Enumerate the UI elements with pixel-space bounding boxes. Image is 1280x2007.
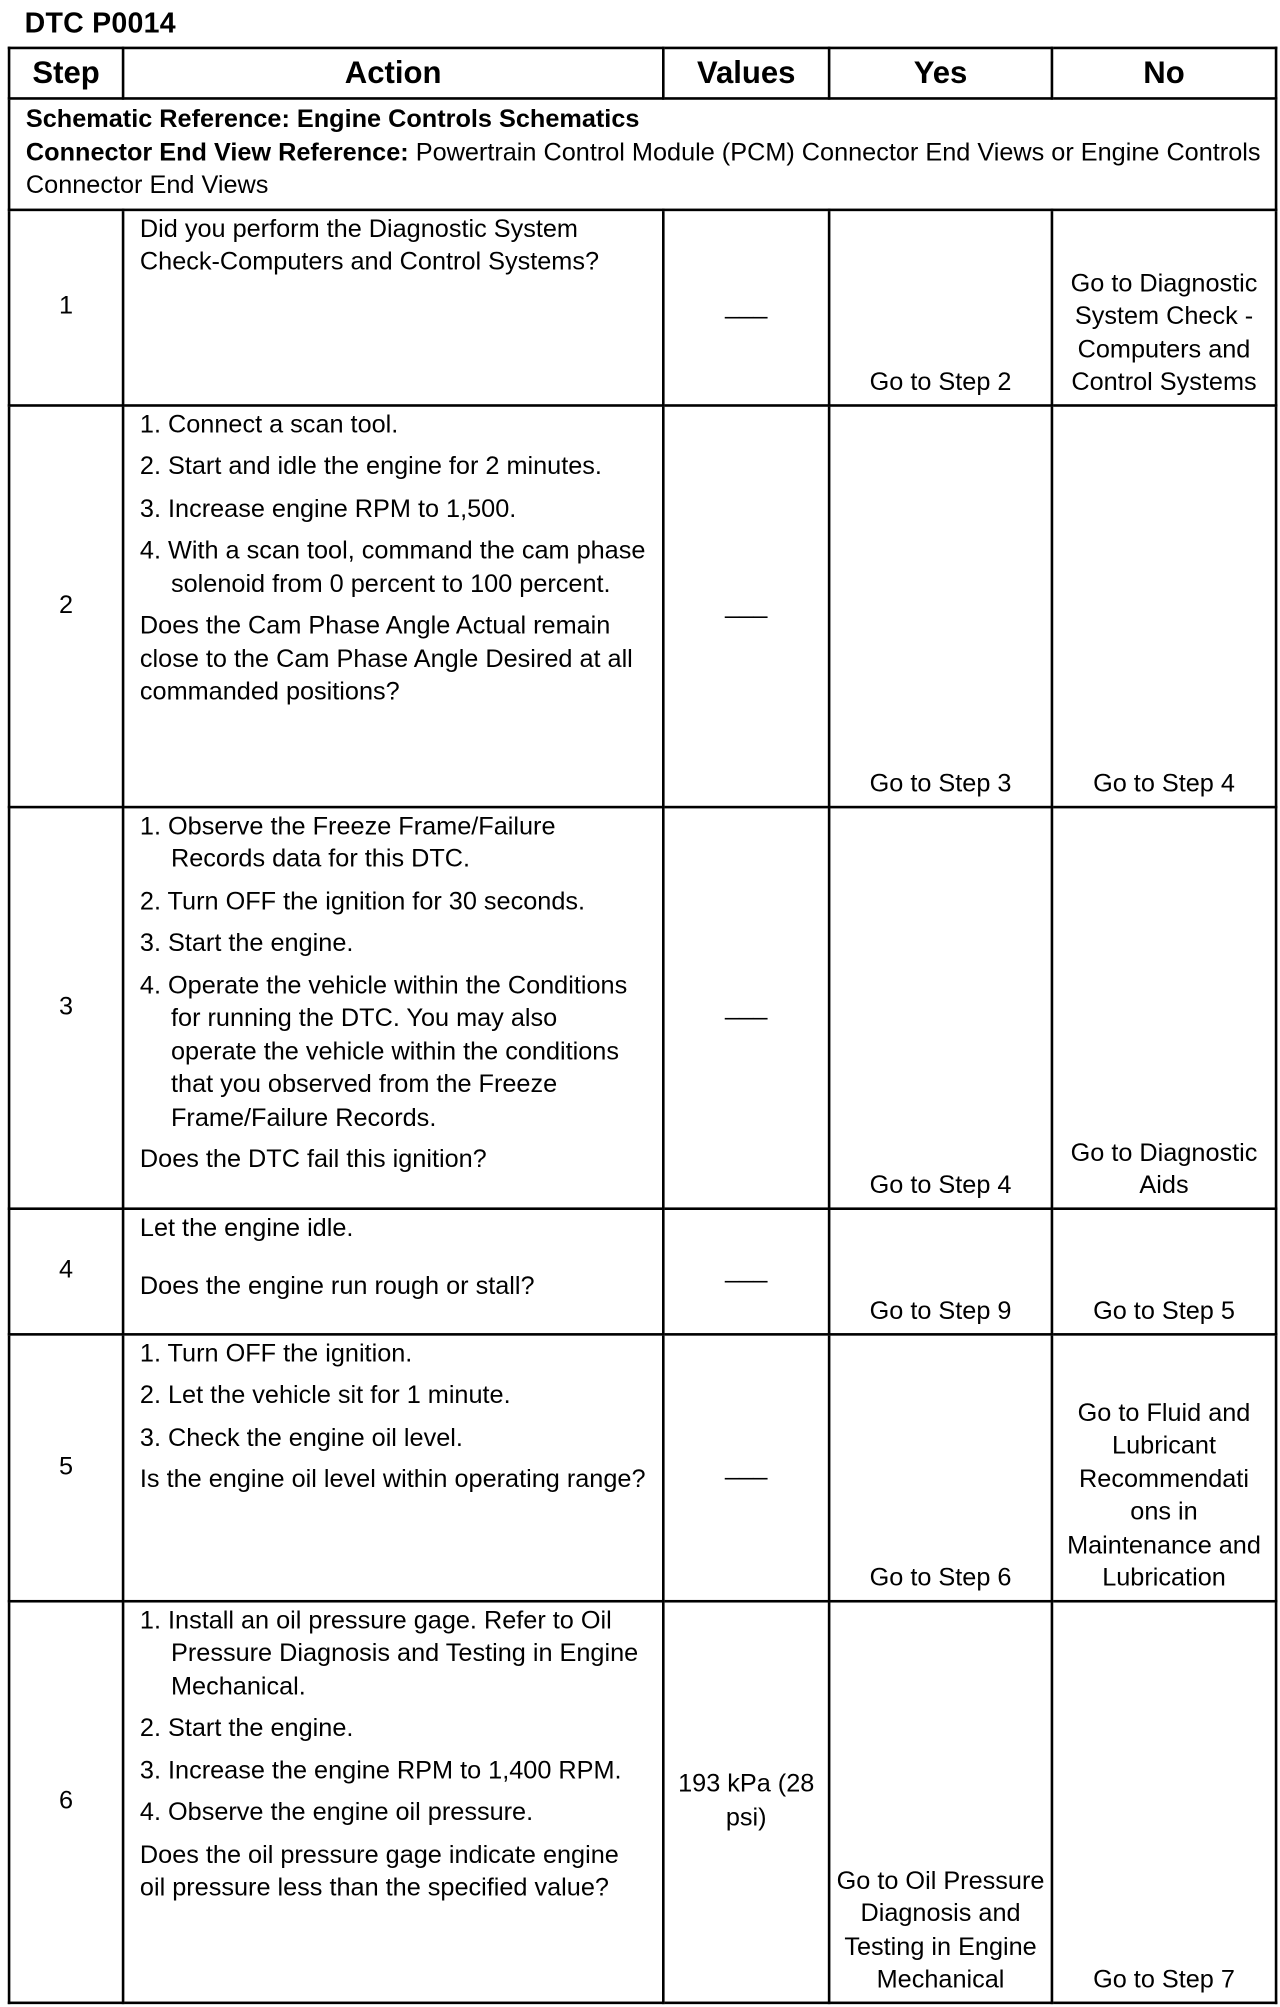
connector-reference-label: Connector End View Reference:	[25, 137, 409, 167]
action-question: Is the engine oil level within operating range?	[139, 1465, 646, 1494]
action-question: Does the DTC fail this ignition?	[139, 1145, 487, 1174]
action-cell	[123, 1208, 663, 1334]
header-yes: Yes	[829, 48, 1052, 99]
action-question: Did you perform the Diagnostic System Check-Computers and Control Systems?	[139, 214, 600, 276]
schematic-reference: Schematic Reference: Engine Controls Schematics	[25, 104, 640, 134]
action-instruction: Let the engine idle.	[139, 1213, 354, 1242]
action-question: Does the oil pressure gage indicate engine oil pressure less than the specified value?	[139, 1840, 619, 1902]
yes-cell: Go to Step 9	[829, 1208, 1052, 1334]
yes-cell: Go to Step 4	[829, 806, 1052, 1208]
no-cell: Go to Step 5	[1052, 1208, 1276, 1334]
step-number: 2	[9, 405, 123, 807]
header-no: No	[1052, 48, 1276, 99]
table-row	[9, 1601, 1276, 2003]
list-item: 4. Observe the engine oil pressure.	[139, 1798, 534, 1827]
action-cell	[123, 405, 663, 807]
action-question: Does the engine run rough or stall?	[139, 1272, 535, 1301]
no-cell: Go to Diagnostic System Check - Computers and Control Systems	[1052, 209, 1276, 405]
reference-cell	[9, 98, 1276, 209]
table-row	[9, 209, 1276, 405]
no-cell: Go to Step 4	[1052, 405, 1276, 807]
diagnostic-table	[8, 47, 1278, 2004]
list-item: 4. With a scan tool, command the cam phase solenoid from 0 percent to 100 percent.	[139, 536, 646, 598]
table-row	[9, 806, 1276, 1208]
step-number: 6	[9, 1601, 123, 2003]
table-row	[9, 1334, 1276, 1601]
value-cell: ___	[663, 209, 829, 405]
value-cell: 193 kPa (28 psi)	[663, 1601, 829, 2003]
list-item: 2. Turn OFF the ignition for 30 seconds.	[139, 886, 586, 916]
yes-cell: Go to Step 2	[829, 209, 1052, 405]
step-number: 3	[9, 806, 123, 1208]
list-item: 2. Start and idle the engine for 2 minutes.	[139, 452, 602, 481]
step-number: 1	[9, 209, 123, 405]
table-row	[9, 405, 1276, 807]
header-action: Action	[123, 48, 663, 99]
step-number: 5	[9, 1334, 123, 1601]
action-cell	[123, 1334, 663, 1601]
action-cell	[123, 806, 663, 1208]
list-item: 4. Operate the vehicle within the Conditions for running the DTC. You may also operate the vehicle within the conditions that you observed from the Freeze Frame/Failure Records.	[139, 970, 628, 1132]
table-row	[9, 1208, 1276, 1334]
yes-cell: Go to Step 6	[829, 1334, 1052, 1601]
list-item: 1. Observe the Freeze Frame/Failure Records data for this DTC.	[139, 811, 556, 874]
list-item: 3. Start the engine.	[139, 928, 354, 958]
no-cell: Go to Diagnostic Aids	[1052, 806, 1276, 1208]
yes-cell: Go to Oil Pressure Diagnosis and Testing in Engine Mechanical	[829, 1601, 1052, 2003]
value-cell: ___	[663, 1208, 829, 1334]
action-cell	[123, 1601, 663, 2003]
action-cell	[123, 209, 663, 405]
table-header-row	[9, 48, 1276, 99]
yes-cell: Go to Step 3	[829, 405, 1052, 807]
list-item: 3. Increase the engine RPM to 1,400 RPM.	[139, 1756, 622, 1785]
list-item: 3. Check the engine oil level.	[139, 1423, 463, 1452]
action-question: Does the Cam Phase Angle Actual remain close to the Cam Phase Angle Desired at all commanded positions?	[139, 611, 633, 707]
value-cell: ___	[663, 1334, 829, 1601]
no-cell: Go to Fluid and Lubricant Recommendati ons in Maintenance and Lubrication	[1052, 1334, 1276, 1601]
list-item: 1. Turn OFF the ignition.	[139, 1338, 413, 1368]
value-cell: ___	[663, 405, 829, 807]
list-item: 1. Install an oil pressure gage. Refer to Oil Pressure Diagnosis and Testing in Engine Mechanical.	[139, 1605, 639, 1701]
reference-row	[9, 98, 1276, 209]
value-cell: ___	[663, 806, 829, 1208]
list-item: 1. Connect a scan tool.	[139, 410, 399, 439]
header-step: Step	[9, 48, 123, 99]
header-values: Values	[663, 48, 829, 99]
no-cell: Go to Step 7	[1052, 1601, 1276, 2003]
list-item: 2. Start the engine.	[139, 1713, 354, 1743]
list-item: 2. Let the vehicle sit for 1 minute.	[139, 1381, 511, 1410]
page-title: DTC P0014	[24, 6, 176, 39]
connector-reference-text: Powertrain Control Module (PCM) Connector End Views or Engine Controls Connector End Views	[25, 137, 1261, 200]
step-number: 4	[9, 1208, 123, 1334]
list-item: 3. Increase engine RPM to 1,500.	[139, 494, 517, 523]
